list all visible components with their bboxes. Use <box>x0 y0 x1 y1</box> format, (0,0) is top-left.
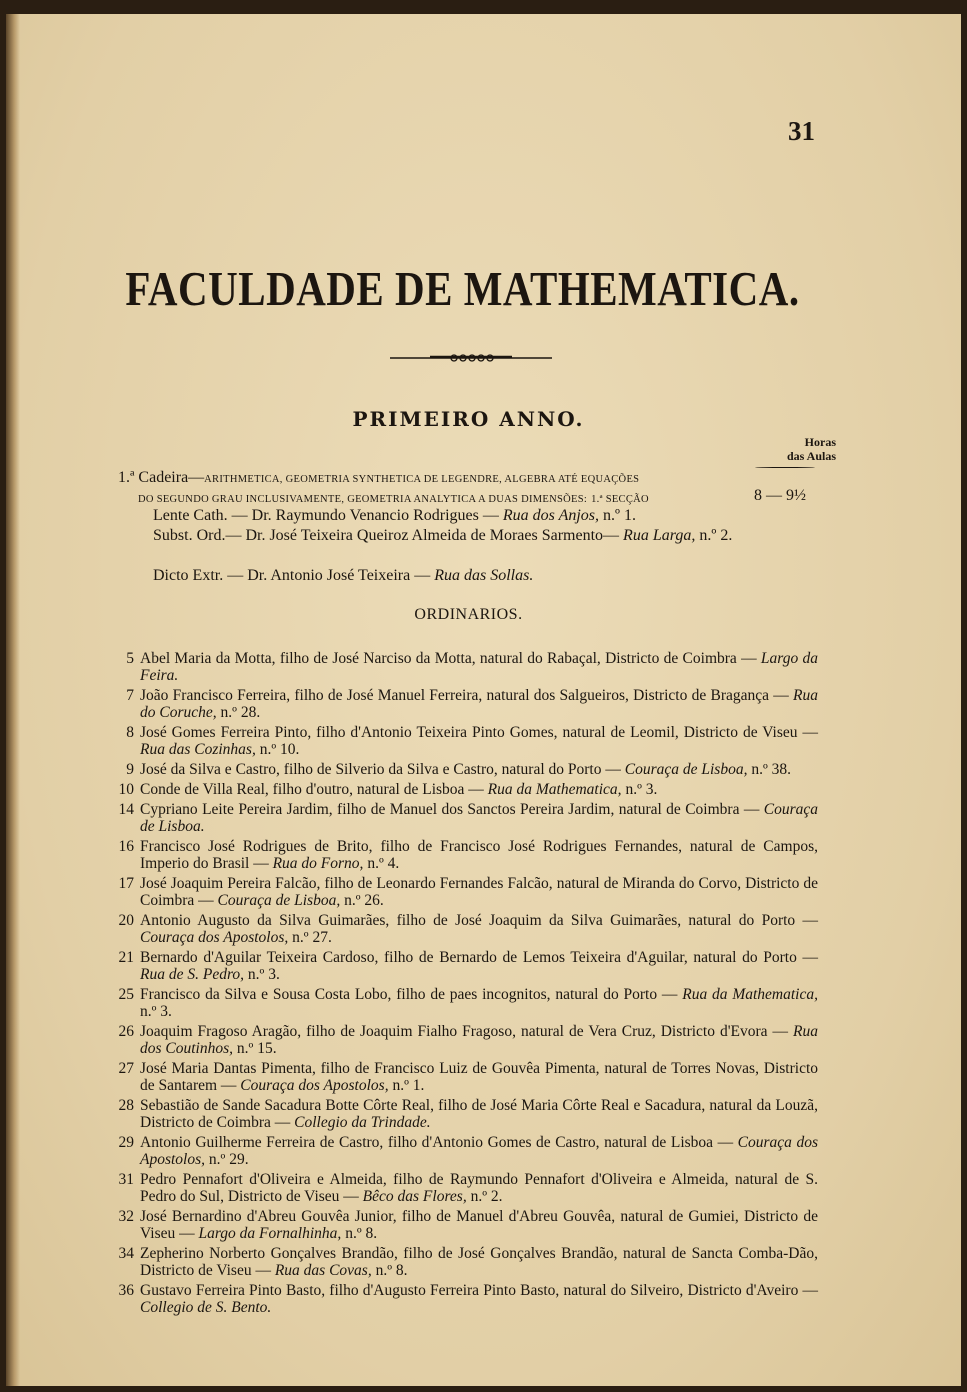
student-address-number: n.º 15. <box>233 1040 277 1057</box>
page-number: 31 <box>788 116 815 146</box>
student-address-number: n.º 27. <box>288 929 332 946</box>
cadeira-section-label: 1.ª SECÇÃO <box>591 494 649 505</box>
student-address: Rua dos Coutinhos, <box>140 1023 818 1057</box>
list-item <box>110 1208 818 1242</box>
list-item <box>110 1245 818 1279</box>
student-description: José Gomes Ferreira Pinto, filho d'Antonio Teixeira Pinto Gomes, natural de Leomil, Districto de Viseu — <box>140 724 818 741</box>
student-number: 31 <box>118 1171 134 1188</box>
student-address-number: n.º 3. <box>621 781 658 798</box>
list-item <box>110 875 818 909</box>
student-number: 21 <box>118 949 134 966</box>
student-address: Couraça de Lisboa, <box>217 892 341 909</box>
student-description: Francisco da Silva e Sousa Costa Lobo, filho de paes incognitos, natural do Porto — <box>140 986 683 1003</box>
student-address: Bêco das Flores, <box>362 1188 467 1205</box>
student-description: Francisco José Rodrigues de Brito, filho de Francisco José Rodrigues Fernandes, natural de Campos, Imperio do Brasil — <box>140 838 818 872</box>
student-address: Couraça dos Apostolos, <box>140 1134 818 1168</box>
student-description: Bernardo d'Aguilar Teixeira Cardoso, filho de Bernardo de Lemos Teixeira d'Aguilar, natural do Porto — <box>140 949 818 966</box>
student-address-number: n.º 38. <box>747 761 792 778</box>
student-address-number: n.º 4. <box>363 855 400 872</box>
student-address-number: n.º 2. <box>466 1188 503 1205</box>
student-number: 7 <box>126 687 134 704</box>
student-list <box>110 650 818 1319</box>
book-spine-shadow <box>6 14 20 1386</box>
student-address-number: n.º 26. <box>340 892 384 909</box>
staff-role: Subst. Ord.— <box>153 527 242 544</box>
list-item <box>110 724 818 758</box>
student-number: 10 <box>118 781 134 798</box>
student-description: João Francisco Ferreira, filho de José Manuel Ferreira, natural dos Salgueiros, Districto de Bragança — <box>140 687 794 704</box>
student-address: Couraça de Lisboa. <box>140 801 818 835</box>
student-description: Sebastião de Sande Sacadura Botte Côrte Real, filho de José Maria Côrte Real e Sacadura, natural da Louzã, Districto de Coimbra — <box>140 1097 818 1131</box>
list-item <box>110 1282 818 1316</box>
student-address: Collegio de S. Bento. <box>140 1299 272 1316</box>
staff-address: Rua Larga, <box>623 527 696 544</box>
cadeira-line1 <box>118 469 818 489</box>
student-number: 17 <box>118 875 134 892</box>
hours-header-line2: das Aulas <box>786 449 836 463</box>
student-address: Rua da Mathematica, <box>682 986 818 1003</box>
student-number: 25 <box>118 986 134 1003</box>
cadeira-label: 1.ª Cadeira— <box>118 469 205 486</box>
list-item <box>110 1060 818 1094</box>
student-address: Couraça de Lisboa, <box>624 761 748 778</box>
student-description: Conde de Villa Real, filho d'outro, natural de Lisboa — <box>140 781 488 798</box>
staff-address: Rua dos Anjos, <box>502 507 600 524</box>
staff-suffix: n.º 1. <box>603 507 636 524</box>
page-title: FACULDADE DE MATHEMATICA. <box>125 261 800 316</box>
student-number: 8 <box>126 724 134 741</box>
ornament-divider-icon <box>390 351 552 365</box>
cadeira-line2 <box>118 489 818 509</box>
student-address-number: n.º 8. <box>371 1262 408 1279</box>
cadeira-block <box>118 469 818 509</box>
student-description: Pedro Pennafort d'Oliveira e Almeida, filho de Raymundo Pennafort d'Oliveira e Almeida, natural de S. Pedro do Sul, Districto de Viseu — <box>140 1171 818 1205</box>
hours-column-header <box>746 435 836 463</box>
student-address: Largo da Feira. <box>140 650 819 684</box>
list-item <box>110 801 818 835</box>
student-number: 14 <box>118 801 134 818</box>
list-item <box>110 838 818 872</box>
list-item <box>110 949 818 983</box>
student-address: Couraça dos Apostolos, <box>140 929 289 946</box>
book-page <box>6 14 961 1386</box>
student-number: 16 <box>118 838 134 855</box>
hours-header-line1: Horas <box>804 435 836 449</box>
list-item <box>110 1097 818 1131</box>
cadeira-subject-line2: DO SEGUNDO GRAU INCLUSIVAMENTE, GEOMETRIA ANALYTICA A DUAS DIMENSÕES: <box>138 494 588 505</box>
list-item <box>110 1171 818 1205</box>
student-number: 36 <box>118 1282 134 1299</box>
student-number: 27 <box>118 1060 134 1077</box>
list-item <box>110 687 818 721</box>
list-item <box>110 1023 818 1057</box>
staff-address: Rua das Sollas. <box>434 567 534 584</box>
list-item <box>110 986 818 1020</box>
student-description: Antonio Guilherme Ferreira de Castro, filho d'Antonio Gomes de Castro, natural de Lisboa — <box>140 1134 738 1151</box>
student-address: Collegio da Trindade. <box>294 1114 431 1131</box>
student-address-number: n.º 8. <box>341 1225 378 1242</box>
student-address: Rua das Covas, <box>274 1262 372 1279</box>
student-address-number: n.º 28. <box>216 704 261 721</box>
student-address: Rua de S. Pedro, <box>140 966 245 983</box>
student-description: José Bernardino d'Abreu Gouvêa Junior, filho de Manuel d'Abreu Gouvêa, natural de Gumiei, Districto de Viseu — <box>140 1208 818 1242</box>
student-number: 32 <box>118 1208 134 1225</box>
staff-suffix: n.º 2. <box>699 527 733 544</box>
student-address: Rua da Mathematica, <box>487 781 622 798</box>
student-address-number: n.º 3. <box>244 966 280 983</box>
student-address: Rua do Forno, <box>272 855 364 872</box>
student-address: Rua do Coruche, <box>140 687 818 721</box>
student-description: José Maria Dantas Pimenta, filho de Francisco Luiz de Gouvêa Pimenta, natural de Torres Novas, Districto de Santarem — <box>140 1060 818 1094</box>
staff-substituto <box>153 527 763 545</box>
student-description: José Joaquim Pereira Falcão, filho de Leonardo Fernandes Falcão, natural de Miranda do Corvo, Districto de Coimbra — <box>140 875 818 909</box>
year-heading: PRIMEIRO ANNO. <box>352 407 585 431</box>
list-item <box>110 761 818 778</box>
student-description: José da Silva e Castro, filho de Silverio da Silva e Castro, natural do Porto — <box>140 761 625 778</box>
student-number: 26 <box>118 1023 134 1040</box>
staff-name: Dr. José Teixeira Queiroz Almeida de Moraes Sarmento— <box>245 527 620 544</box>
cadeira-hours: 8 — 9½ <box>754 487 806 504</box>
student-address-number: n.º 3. <box>140 1003 172 1020</box>
student-number: 5 <box>126 650 134 667</box>
student-address-number: n.º 10. <box>255 741 300 758</box>
student-description: Cypriano Leite Pereira Jardim, filho de Manuel dos Sanctos Pereira Jardim, natural de Coimbra — <box>140 801 764 818</box>
student-description: Gustavo Ferreira Pinto Basto, filho d'Augusto Ferreira Pinto Basto, natural do Silveiro, Districto d'Aveiro — <box>140 1282 818 1299</box>
staff-lente <box>153 507 763 525</box>
staff-name: Dr. Antonio José Teixeira — <box>247 567 431 584</box>
student-number: 29 <box>118 1134 134 1151</box>
student-description: Joaquim Fragoso Aragão, filho de Joaquim Fialho Fragoso, natural de Vera Cruz, Districto d'Evora — <box>140 1023 794 1040</box>
student-number: 9 <box>126 761 134 778</box>
list-item <box>110 912 818 946</box>
student-address-number: n.º 1. <box>388 1077 425 1094</box>
student-description: Zepherino Norberto Gonçalves Brandão, filho de José Gonçalves Brandão, natural de Sancta Comba-Dão, Districto de Viseu — <box>140 1245 818 1279</box>
list-item <box>110 781 818 798</box>
student-number: 28 <box>118 1097 134 1114</box>
cadeira-subject-line1: ARITHMETICA, GEOMETRIA SYNTHETICA DE LEGENDRE, ALGEBRA ATÉ EQUAÇÕES <box>204 474 640 485</box>
student-address: Couraça dos Apostolos, <box>240 1077 389 1094</box>
student-number: 34 <box>118 1245 134 1262</box>
student-address: Rua das Cozinhas, <box>140 741 256 758</box>
hours-rule <box>755 467 815 468</box>
list-item <box>110 1134 818 1168</box>
student-number: 20 <box>118 912 134 929</box>
student-address-number: n.º 29. <box>205 1151 249 1168</box>
student-description: Abel Maria da Motta, filho de José Narciso da Motta, natural do Rabaçal, Districto de Coimbra — <box>140 650 761 667</box>
list-item <box>110 650 818 684</box>
staff-role: Dicto Extr. — <box>153 567 244 584</box>
section-heading: ORDINARIOS. <box>414 606 523 623</box>
student-description: Antonio Augusto da Silva Guimarães, filho de José Joaquim da Silva Guimarães, natural do Porto — <box>140 912 818 929</box>
student-address: Largo da Fornalhinha, <box>198 1225 342 1242</box>
staff-extraordinario <box>153 567 763 585</box>
staff-role: Lente Cath. — <box>153 507 248 524</box>
staff-name: Dr. Raymundo Venancio Rodrigues — <box>251 507 499 524</box>
